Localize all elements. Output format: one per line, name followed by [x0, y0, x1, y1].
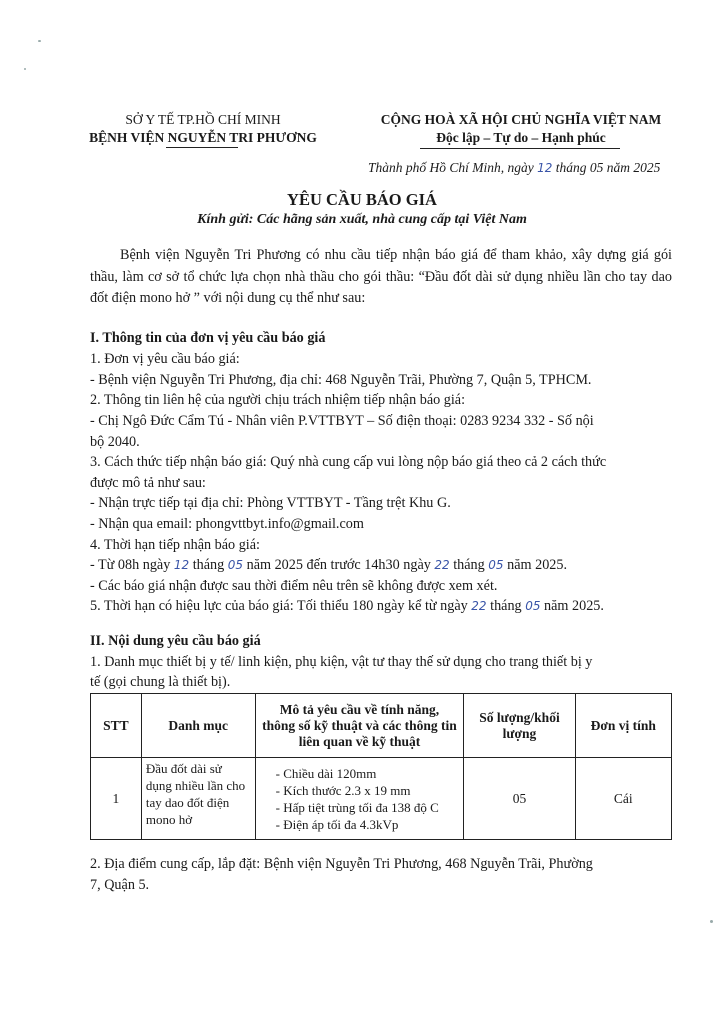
validity-text-a: 5. Thời hạn có hiệu lực của báo giá: Tối thiểu 180 ngày kể từ ngày [90, 598, 468, 614]
section1-item3: 3. Cách thức tiếp nhận báo giá: Quý nhà cung cấp vui lòng nộp báo giá theo cả 2 cách thức [90, 454, 607, 470]
document-title: YÊU CẦU BÁO GIÁ [287, 190, 437, 209]
validity-text-c: năm 2025. [544, 598, 604, 614]
section1-email: - Nhận qua email: phongvttbyt.info@gmail.com [90, 516, 364, 532]
cell-stt: 1 [91, 758, 142, 840]
validity-day-handwritten: 22 [471, 599, 487, 613]
scan-speck [710, 920, 713, 923]
section1-item4: 4. Thời hạn tiếp nhận báo giá: [90, 537, 260, 553]
col-header-qty: Số lượng/khối lượng [464, 694, 575, 758]
cell-specs [255, 758, 464, 840]
agency-name: SỞ Y TẾ TP.HỒ CHÍ MINH [125, 112, 281, 127]
section1-requester: - Bệnh viện Nguyễn Tri Phương, địa chỉ: 468 Nguyễn Trãi, Phường 7, Quận 5, TPHCM. [90, 372, 592, 388]
right-header-underline [420, 148, 620, 149]
section2-item2: 2. Địa điểm cung cấp, lắp đặt: Bệnh viện Nguyễn Tri Phương, 468 Nguyễn Trãi, Phường [90, 856, 593, 872]
section1-heading: I. Thông tin của đơn vị yêu cầu báo giá [90, 330, 326, 346]
country-name: CỘNG HOÀ XÃ HỘI CHỦ NGHĨA VIỆT NAM [380, 112, 662, 127]
cell-qty: 05 [464, 758, 575, 840]
deadline-text-c: năm 2025 đến trước 14h30 ngày [246, 557, 431, 573]
left-header-underline [166, 147, 238, 148]
validity-month-handwritten: 05 [525, 599, 541, 613]
section2-item2-cont: 7, Quận 5. [90, 877, 150, 893]
deadline-text-b: tháng [192, 557, 225, 573]
items-table [90, 693, 672, 840]
col-header-stt: STT [91, 694, 142, 758]
section2-item1-cont: tế (gọi chung là thiết bị). [90, 674, 231, 690]
col-header-unit: Đơn vị tính [575, 694, 671, 758]
date-prefix: Thành phố Hồ Chí Minh, ngày [368, 160, 534, 175]
spec-line: - Chiều dài 120mm [275, 765, 377, 781]
table-header-row [91, 694, 672, 758]
spec-line: - Kích thước 2.3 x 19 mm [275, 782, 411, 798]
spec-line: - Điện áp tối đa 4.3kVp [275, 816, 399, 832]
section2-item1: 1. Danh mục thiết bị y tế/ linh kiện, phụ kiện, vật tư thay thế sử dụng cho trang thiết bị y [90, 654, 593, 670]
date-suffix: tháng 05 năm 2025 [555, 160, 661, 175]
section1-deadline [90, 557, 567, 574]
deadline-text-e: năm 2025. [507, 557, 568, 573]
document-recipient: Kính gửi: Các hãng sản xuất, nhà cung cấp tại Việt Nam [197, 212, 527, 227]
document-date [368, 160, 660, 176]
deadline-start-day-handwritten: 12 [173, 558, 190, 572]
col-header-specs: Mô tả yêu cầu về tính năng, thông số kỹ thuật và các thông tin liên quan về kỹ thuật [255, 694, 464, 758]
section1-validity [90, 598, 604, 615]
date-day-handwritten: 12 [537, 161, 553, 175]
col-header-item: Danh mục [141, 694, 255, 758]
validity-text-b: tháng [490, 598, 522, 614]
cell-item: Đầu đốt dài sử dụng nhiều lần cho tay dao đốt điện mono hở [141, 758, 255, 840]
scan-speck [38, 40, 41, 42]
deadline-start-month-handwritten: 05 [227, 558, 244, 572]
spec-line: - Hấp tiệt trùng tối đa 138 độ C [275, 799, 439, 815]
cell-unit: Cái [575, 758, 671, 840]
section1-direct-delivery: - Nhận trực tiếp tại địa chỉ: Phòng VTTBYT - Tầng trệt Khu G. [90, 495, 451, 511]
hospital-name: BỆNH VIỆN NGUYỄN TRI PHƯƠNG [89, 130, 317, 145]
section1-contact: - Chị Ngô Đức Cẩm Tú - Nhân viên P.VTTBYT – Số điện thoại: 0283 9234 332 - Số nội [90, 413, 594, 429]
intro-paragraph: Bệnh viện Nguyễn Tri Phương có nhu cầu tiếp nhận báo giá để tham khảo, xây dựng giá gói thầu, làm cơ sở tổ chức lựa chọn nhà thầu cho gói thầu: “Đầu đốt dài sử dụng nhiều lần cho tay dao đốt điện mono hở ” với nội dung cụ thể như sau: [90, 247, 672, 306]
national-motto: Độc lập – Tự do – Hạnh phúc [436, 130, 606, 145]
table-row [91, 758, 672, 840]
deadline-end-month-handwritten: 05 [488, 558, 504, 572]
section1-item3-cont: được mô tả như sau: [90, 475, 206, 491]
deadline-end-day-handwritten: 22 [434, 558, 450, 572]
deadline-text-d: tháng [453, 557, 485, 573]
section1-item1: 1. Đơn vị yêu cầu báo giá: [90, 351, 240, 367]
scan-speck [24, 68, 26, 70]
section1-late-notice: - Các báo giá nhận được sau thời điểm nêu trên sẽ không được xem xét. [90, 578, 498, 594]
section1-item2: 2. Thông tin liên hệ của người chịu trách nhiệm tiếp nhận báo giá: [90, 392, 466, 408]
section2-heading: II. Nội dung yêu cầu báo giá [90, 633, 261, 649]
section1-contact-ext: bộ 2040. [90, 434, 140, 450]
deadline-text-a: - Từ 08h ngày [90, 557, 171, 573]
